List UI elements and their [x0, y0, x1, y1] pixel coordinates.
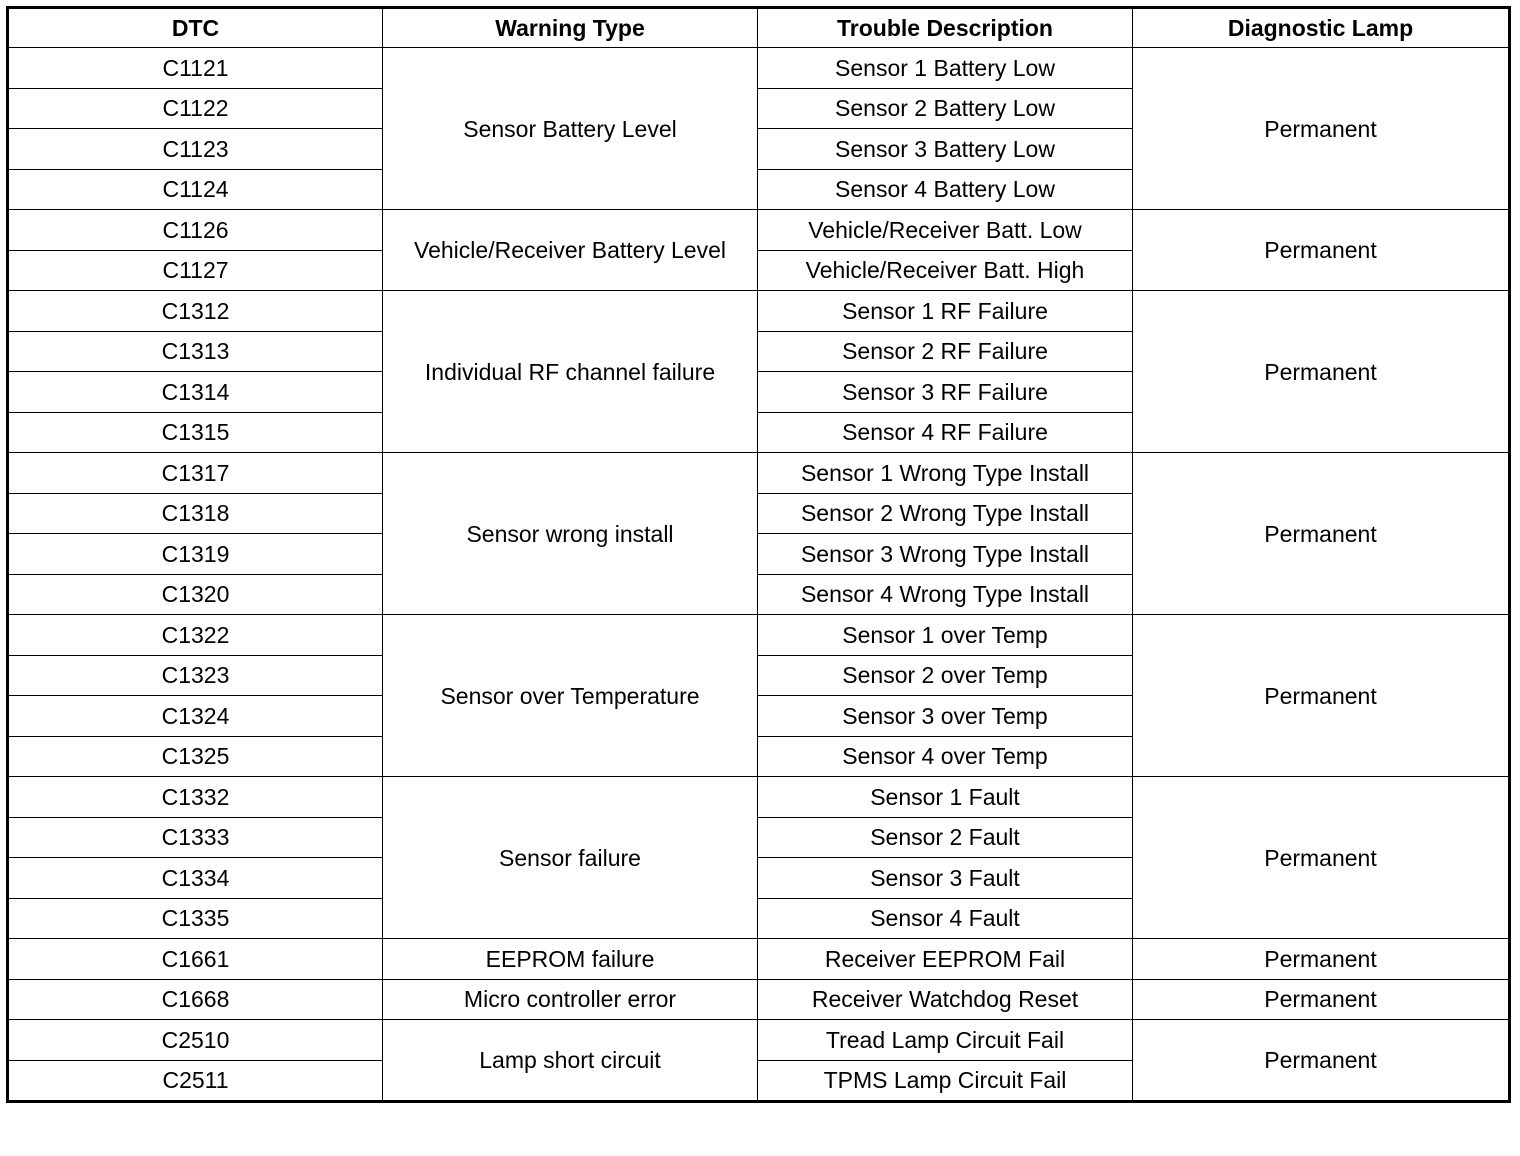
- table-row: [8, 48, 1510, 89]
- table-row: [8, 291, 1510, 332]
- table-row: [8, 777, 1510, 818]
- table-row: [8, 453, 1510, 494]
- diagnostic-lamp-cell: Permanent: [1133, 453, 1510, 615]
- dtc-code-cell: C1319: [8, 534, 383, 575]
- diagnostic-lamp-cell: Permanent: [1133, 939, 1510, 980]
- dtc-code-cell: C1332: [8, 777, 383, 818]
- diagnostic-lamp-cell: Permanent: [1133, 48, 1510, 210]
- table-row: [8, 210, 1510, 251]
- dtc-table: [6, 6, 1511, 1103]
- trouble-description-cell: Sensor 3 Battery Low: [758, 129, 1133, 170]
- diagnostic-lamp-cell: Permanent: [1133, 1020, 1510, 1102]
- dtc-code-cell: C1318: [8, 493, 383, 534]
- header-warning-type: Warning Type: [383, 8, 758, 48]
- dtc-code-cell: C1122: [8, 88, 383, 129]
- dtc-code-cell: C1315: [8, 412, 383, 453]
- diagnostic-lamp-cell: Permanent: [1133, 210, 1510, 291]
- trouble-description-cell: Sensor 3 Wrong Type Install: [758, 534, 1133, 575]
- diagnostic-lamp-cell: Permanent: [1133, 615, 1510, 777]
- trouble-description-cell: Sensor 2 Fault: [758, 817, 1133, 858]
- warning-type-cell: Micro controller error: [383, 979, 758, 1020]
- trouble-description-cell: Sensor 4 Fault: [758, 898, 1133, 939]
- dtc-code-cell: C1126: [8, 210, 383, 251]
- trouble-description-cell: Receiver Watchdog Reset: [758, 979, 1133, 1020]
- dtc-code-cell: C1668: [8, 979, 383, 1020]
- trouble-description-cell: TPMS Lamp Circuit Fail: [758, 1060, 1133, 1102]
- dtc-code-cell: C1322: [8, 615, 383, 656]
- table-row: [8, 1020, 1510, 1061]
- diagnostic-lamp-cell: Permanent: [1133, 979, 1510, 1020]
- dtc-code-cell: C1324: [8, 696, 383, 737]
- trouble-description-cell: Vehicle/Receiver Batt. High: [758, 250, 1133, 291]
- header-diagnostic-lamp: Diagnostic Lamp: [1133, 8, 1510, 48]
- dtc-code-cell: C2511: [8, 1060, 383, 1102]
- trouble-description-cell: Sensor 1 Wrong Type Install: [758, 453, 1133, 494]
- warning-type-cell: Lamp short circuit: [383, 1020, 758, 1102]
- diagnostic-lamp-cell: Permanent: [1133, 291, 1510, 453]
- dtc-code-cell: C1334: [8, 858, 383, 899]
- trouble-description-cell: Sensor 2 over Temp: [758, 655, 1133, 696]
- dtc-code-cell: C2510: [8, 1020, 383, 1061]
- trouble-description-cell: Sensor 2 Battery Low: [758, 88, 1133, 129]
- trouble-description-cell: Vehicle/Receiver Batt. Low: [758, 210, 1133, 251]
- warning-type-cell: Vehicle/Receiver Battery Level: [383, 210, 758, 291]
- trouble-description-cell: Sensor 1 Battery Low: [758, 48, 1133, 89]
- trouble-description-cell: Sensor 1 RF Failure: [758, 291, 1133, 332]
- table-header: [8, 8, 1510, 48]
- dtc-code-cell: C1312: [8, 291, 383, 332]
- header-dtc: DTC: [8, 8, 383, 48]
- table-row: [8, 939, 1510, 980]
- warning-type-cell: Sensor Battery Level: [383, 48, 758, 210]
- trouble-description-cell: Sensor 1 Fault: [758, 777, 1133, 818]
- dtc-code-cell: C1661: [8, 939, 383, 980]
- dtc-code-cell: C1314: [8, 372, 383, 413]
- trouble-description-cell: Sensor 4 over Temp: [758, 736, 1133, 777]
- dtc-code-cell: C1333: [8, 817, 383, 858]
- warning-type-cell: Sensor over Temperature: [383, 615, 758, 777]
- trouble-description-cell: Sensor 3 Fault: [758, 858, 1133, 899]
- trouble-description-cell: Sensor 2 RF Failure: [758, 331, 1133, 372]
- table-row: [8, 615, 1510, 656]
- dtc-code-cell: C1335: [8, 898, 383, 939]
- header-row: [8, 8, 1510, 48]
- trouble-description-cell: Sensor 3 RF Failure: [758, 372, 1133, 413]
- table-row: [8, 979, 1510, 1020]
- dtc-code-cell: C1323: [8, 655, 383, 696]
- trouble-description-cell: Sensor 3 over Temp: [758, 696, 1133, 737]
- trouble-description-cell: Sensor 4 Wrong Type Install: [758, 574, 1133, 615]
- trouble-description-cell: Receiver EEPROM Fail: [758, 939, 1133, 980]
- header-trouble-description: Trouble Description: [758, 8, 1133, 48]
- warning-type-cell: Sensor wrong install: [383, 453, 758, 615]
- trouble-description-cell: Sensor 2 Wrong Type Install: [758, 493, 1133, 534]
- diagnostic-lamp-cell: Permanent: [1133, 777, 1510, 939]
- trouble-description-cell: Sensor 1 over Temp: [758, 615, 1133, 656]
- dtc-code-cell: C1325: [8, 736, 383, 777]
- table-body: [8, 48, 1510, 1102]
- warning-type-cell: Individual RF channel failure: [383, 291, 758, 453]
- dtc-code-cell: C1127: [8, 250, 383, 291]
- trouble-description-cell: Sensor 4 RF Failure: [758, 412, 1133, 453]
- dtc-code-cell: C1317: [8, 453, 383, 494]
- dtc-code-cell: C1124: [8, 169, 383, 210]
- dtc-code-cell: C1320: [8, 574, 383, 615]
- warning-type-cell: EEPROM failure: [383, 939, 758, 980]
- dtc-code-cell: C1121: [8, 48, 383, 89]
- dtc-code-cell: C1313: [8, 331, 383, 372]
- warning-type-cell: Sensor failure: [383, 777, 758, 939]
- trouble-description-cell: Sensor 4 Battery Low: [758, 169, 1133, 210]
- dtc-code-cell: C1123: [8, 129, 383, 170]
- trouble-description-cell: Tread Lamp Circuit Fail: [758, 1020, 1133, 1061]
